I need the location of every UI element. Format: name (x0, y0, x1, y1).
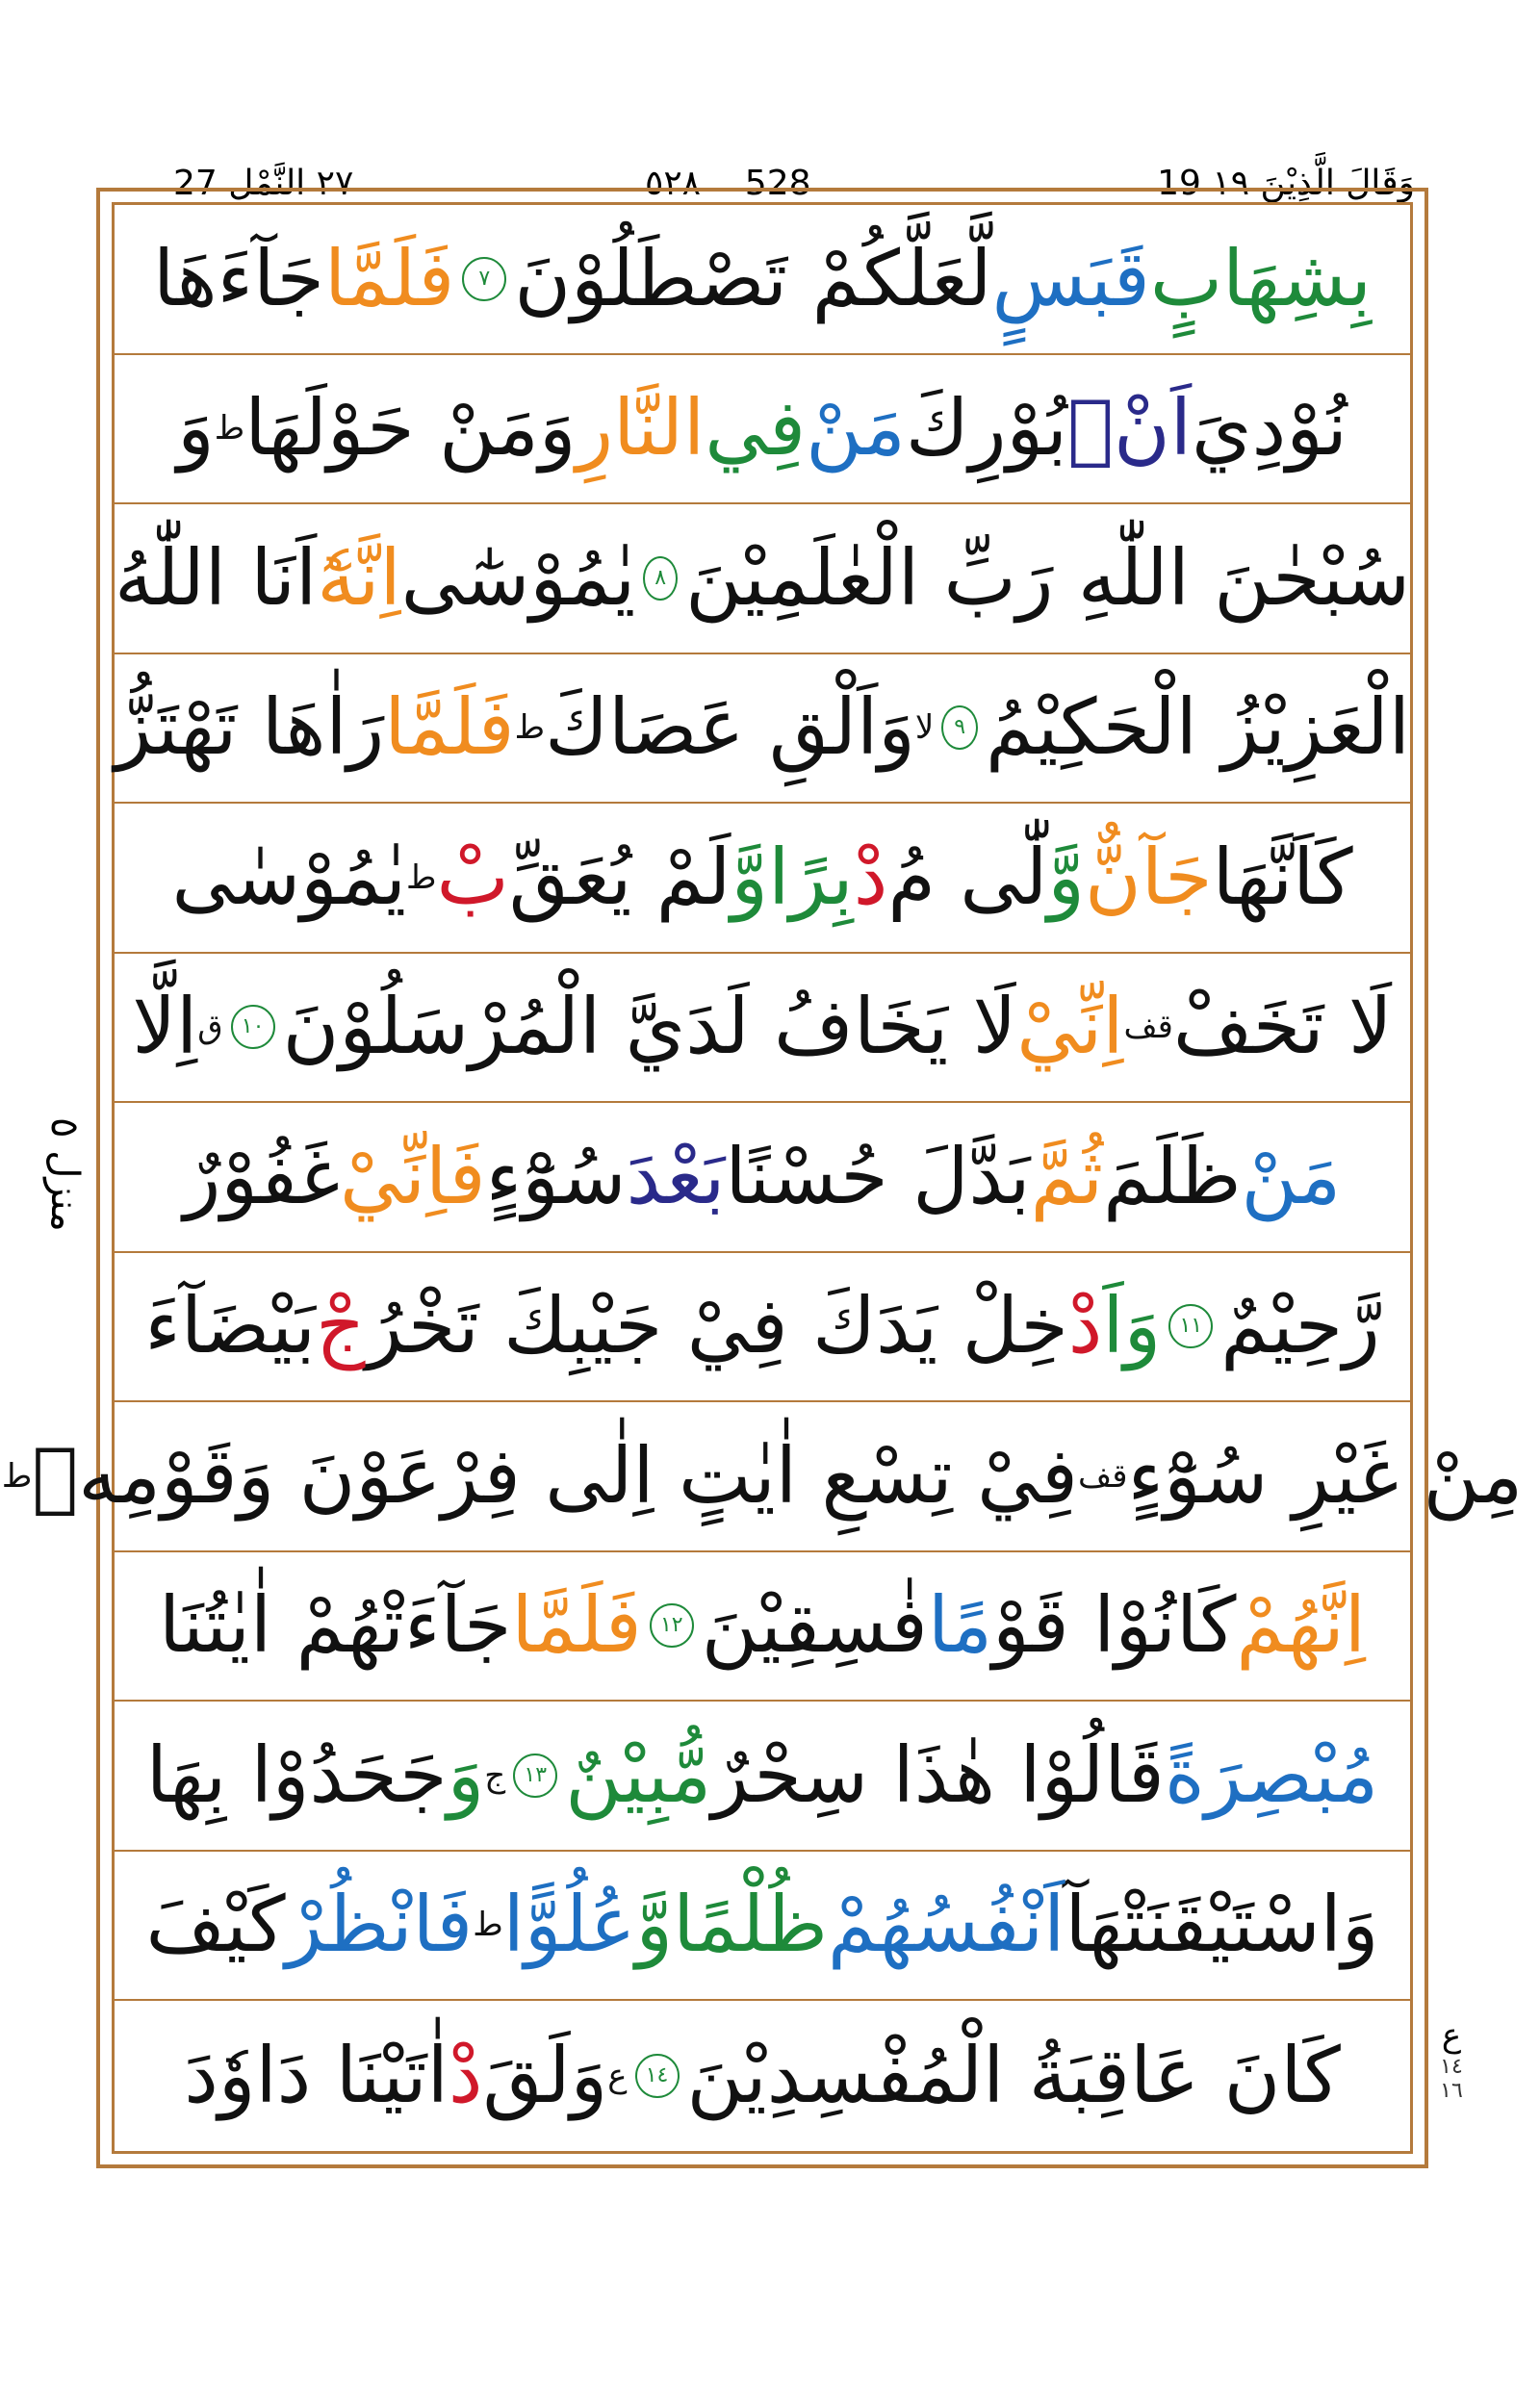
verse-text: مُّبِيْنٌ (565, 1729, 712, 1820)
waqf-mark: ط (214, 409, 245, 448)
verse-text: بِشِهَابٍ (1149, 233, 1373, 323)
verse-text: سُوْٓءٍ (485, 1131, 627, 1221)
verse-text: ظَلَمَ (1103, 1131, 1242, 1221)
verse-text: مَنْ (806, 383, 906, 474)
verse-text: لَا يَخَافُ لَدَيَّ الْمُرْسَلُوْنَ (282, 982, 1017, 1072)
verse-text: وَلَقَ (482, 2030, 608, 2120)
verse-text: بَعْدَ (626, 1131, 726, 1221)
verse-text: بُوْرِكَ (905, 383, 1068, 474)
waqf-mark: ج (484, 1755, 506, 1795)
text-line-10 (115, 1552, 1410, 1703)
ayah-number-marker: ١٢ (650, 1603, 694, 1648)
waqf-mark: ط (514, 708, 546, 748)
verse-text: لَّعَلَّكُمْ تَصْطَلُوْنَ (514, 233, 992, 323)
verse-text: اَنَا اللّٰهُ (115, 532, 318, 623)
verse-text: فِيْ تِسْعِ اٰيٰتٍ اِلٰى فِرْعَوْنَ وَقَوْمِهٖ (32, 1430, 1079, 1521)
verse-text: اِلَّا (132, 982, 198, 1072)
verse-text: جْ (316, 1281, 366, 1371)
verse-text: اَنْۢ (1067, 383, 1193, 474)
text-line-7 (115, 1103, 1410, 1253)
text-line-4 (115, 654, 1410, 805)
verse-text: اَ (1102, 1281, 1124, 1371)
verse-text: بَدَّلَ حُسْنًا (725, 1131, 1031, 1221)
verse-text: وَّ (731, 832, 769, 922)
verse-text: رَّحِيْمٌ (1220, 1281, 1380, 1371)
verse-text: اٰتَيْنَا دَاوٗدَ (184, 2030, 449, 2120)
verse-text: النَّارِ (576, 383, 706, 474)
verse-text: جَآءَهَا (152, 233, 324, 323)
verse-text: كَاَنَّهَا (1212, 832, 1353, 922)
waqf-mark: ط (406, 858, 437, 897)
manzil-marker: منزل ٥ (42, 1116, 87, 1232)
waqf-mark: لا (914, 708, 935, 748)
verse-text: بِرًا (768, 832, 854, 922)
waqf-mark: ع (607, 2056, 628, 2095)
verse-text: فَلَمَّا (384, 682, 515, 773)
verse-text: اَنْفُسُهُمْ (827, 1880, 1065, 1970)
verse-text: لَا تَخَفْ (1172, 982, 1393, 1072)
verse-text: جَآنٌّ (1084, 832, 1213, 922)
text-line-13 (115, 2001, 1410, 2151)
text-line-12 (115, 1852, 1410, 2002)
verse-text: لّٰى مُ (887, 832, 1048, 922)
page-number-latin: 528 (744, 164, 811, 203)
ayah-number-marker: ١٠ (231, 1005, 275, 1049)
waqf-mark: قف (1078, 1456, 1128, 1496)
ruku-sub-number: ١٦ (1440, 2079, 1463, 2103)
verse-text: نُوْدِيَ (1192, 383, 1348, 474)
verse-text: عُلُوًّا (502, 1880, 636, 1970)
text-line-11 (115, 1702, 1410, 1852)
verse-text: دْ (448, 2030, 483, 2120)
verse-text: وَمَنْ حَوْلَهَا (244, 383, 577, 474)
verse-text: رَاٰهَا تَهْتَزُّ (115, 682, 385, 773)
verse-text: جَحَدُوْا بِهَا (145, 1729, 448, 1820)
verse-text: وَّ (635, 1880, 674, 1970)
ayah-number-marker: ١٣ (513, 1754, 557, 1798)
verse-text: وَ (177, 383, 215, 474)
verse-text: مِنْ غَيْرِ سُوْٓءٍ (1127, 1430, 1524, 1521)
verse-text: فَلَمَّا (323, 233, 455, 323)
verse-text: ظُلْمًا (673, 1880, 828, 1970)
waqf-mark: ط (1, 1456, 33, 1496)
verse-text: قَالُوْا هٰذَا سِحْرٌ (711, 1729, 1165, 1820)
ayah-number-marker: ٨ (643, 556, 678, 601)
verse-text: كَانُوْا قَوْ (992, 1580, 1237, 1671)
waqf-mark: قف (1123, 1008, 1173, 1047)
ayah-number-marker: ١١ (1168, 1304, 1213, 1348)
ruku-symbol: ع (1441, 2016, 1462, 2055)
ayah-number-marker: ٧ (462, 257, 506, 301)
verse-text: الْعَزِيْزُ الْحَكِيْمُ (986, 682, 1410, 773)
verse-text: وَاسْتَيْقَنَتْهَآ (1065, 1880, 1379, 1970)
text-line-9 (1, 1402, 1524, 1552)
verse-text: كَانَ عَاقِبَةُ الْمُفْسِدِيْنَ (686, 2030, 1341, 2120)
verse-text: بْ (436, 832, 509, 922)
verse-text: مًا (927, 1580, 993, 1671)
text-line-2 (115, 355, 1410, 505)
text-line-1 (115, 205, 1410, 355)
verse-text: مُبْصِرَةً (1164, 1729, 1379, 1820)
verse-text: اِنَّهٗٓ (317, 532, 401, 623)
verse-text: ثُمَّ (1030, 1131, 1104, 1221)
text-line-8 (115, 1253, 1410, 1403)
verse-text: وَّ (1047, 832, 1085, 922)
waqf-mark: ط (473, 1906, 503, 1945)
waqf-mark: ق (197, 1008, 223, 1047)
verse-text: وَاَلْقِ عَصَاكَ (545, 682, 915, 773)
surah-label: ٢٧ النَّمْل 27 (164, 161, 363, 207)
juz-label: 19 وَقَالَ الَّذِيْنَ ١٩ (1147, 161, 1424, 207)
text-line-5 (115, 804, 1410, 954)
verse-text: غَفُوْرٌ (183, 1131, 341, 1221)
verse-text: كَيْفَ (145, 1880, 286, 1970)
verse-text: فٰسِقِيْنَ (701, 1580, 928, 1671)
verse-text: دْ (853, 832, 888, 922)
verse-text: دْ (1067, 1281, 1103, 1371)
verse-text: لَمْ يُعَقِّ (508, 832, 732, 922)
verse-text: خِلْ يَدَكَ فِيْ جَيْبِكَ تَخْرُ (365, 1281, 1068, 1371)
text-line-6 (115, 954, 1410, 1104)
verse-text: قَبَسٍ (991, 233, 1150, 323)
ayah-number-marker: ١٤ (635, 2054, 680, 2098)
verse-text: فِي (705, 383, 807, 474)
verse-text: اِنِّيْ (1016, 982, 1124, 1072)
verse-text: فَاِنِّيْ (340, 1131, 486, 1221)
verse-text: وَ (1123, 1281, 1162, 1371)
verse-text: سُبْحٰنَ اللّٰهِ رَبِّ الْعٰلَمِيْنَ (685, 532, 1410, 623)
verse-text: مَنْ (1241, 1131, 1342, 1221)
ayah-number-marker: ٩ (941, 705, 978, 750)
ruku-marker (1432, 2016, 1471, 2103)
verse-text: وَ (447, 1729, 485, 1820)
verse-text: يٰمُوْسٰٓى (400, 532, 636, 623)
verse-text: فَلَمَّا (511, 1580, 642, 1671)
verse-text: بَيْضَآءَ (144, 1281, 317, 1371)
verse-text: جَآءَتْهُمْ اٰيٰتُنَا (159, 1580, 512, 1671)
page-number-arabic: ٥٢٨ (645, 164, 702, 203)
text-line-3 (115, 504, 1410, 654)
verse-text: فَانْظُرْ (285, 1880, 474, 1970)
ruku-number: ١٤ (1440, 2055, 1463, 2079)
verse-text: اِنَّهُمْ (1236, 1580, 1367, 1671)
verse-text: يٰمُوْسٰى (171, 832, 407, 922)
